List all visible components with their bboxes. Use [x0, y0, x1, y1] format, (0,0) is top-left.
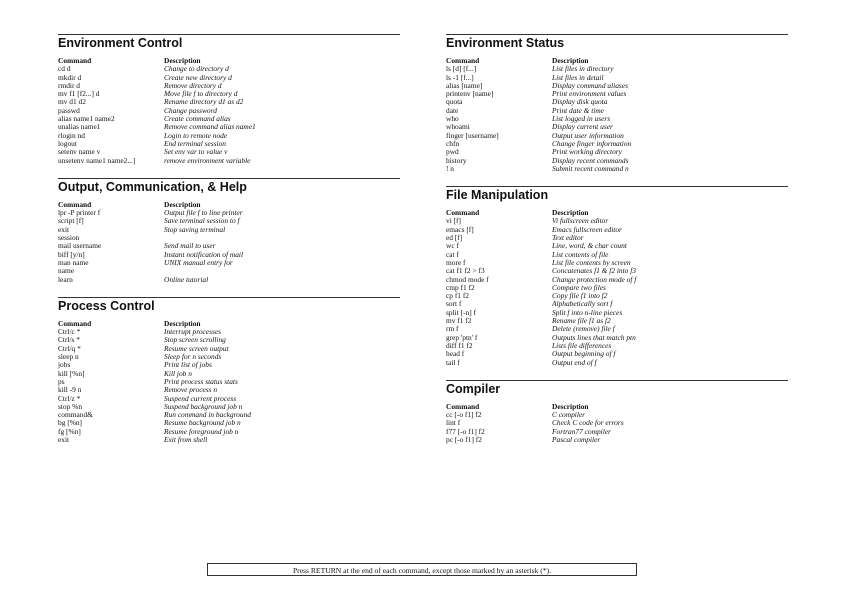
command-text: rm f — [446, 325, 459, 334]
command-text: history — [446, 156, 467, 165]
command-text: name — [58, 267, 75, 276]
command-text: cp f1 f2 — [446, 292, 469, 301]
description-text: Print environment values — [552, 90, 627, 99]
command-text: sleep n — [58, 353, 79, 362]
command-row — [446, 436, 788, 444]
command-header: Command — [58, 200, 92, 209]
command-row — [58, 123, 400, 131]
column-header-row — [446, 403, 788, 411]
command-text: rlogin nd — [58, 131, 85, 140]
description-text: Sleep for n seconds — [164, 353, 222, 362]
command-text: f77 [-o f1] f2 — [446, 427, 485, 436]
description-text: Print list of jobs — [164, 361, 212, 370]
section-title: Environment Status — [446, 34, 788, 51]
section-title: Output, Communication, & Help — [58, 178, 400, 195]
description-text: Move file f to directory d — [164, 90, 238, 99]
left-column — [58, 34, 400, 452]
description-text: Display command aliases — [552, 81, 628, 90]
description-text: Exit from shell — [164, 435, 208, 444]
command-header: Command — [446, 57, 480, 65]
command-text: cc [-o f1] f2 — [446, 411, 482, 420]
command-text: cd d — [58, 65, 71, 74]
description-text: remove environment variable — [164, 156, 251, 165]
column-header-row — [446, 57, 788, 65]
command-text: stop %n — [58, 402, 83, 411]
command-text: cat f — [446, 250, 459, 259]
command-row — [446, 157, 788, 165]
command-text: mv f1 [f2...] d — [58, 90, 100, 99]
command-text: ed [f] — [446, 234, 463, 243]
description-text: Delete (remove) file f — [552, 325, 615, 334]
description-text: Change protection mode of f — [552, 275, 637, 284]
description-text: Resume screen output — [164, 344, 229, 353]
command-text: more f — [446, 258, 466, 267]
description-text: List contents of file — [552, 250, 609, 259]
description-header: Description — [164, 319, 201, 328]
description-text: Resume background job n — [164, 419, 241, 428]
command-row — [446, 276, 788, 284]
command-row — [58, 148, 400, 156]
command-text: head f — [446, 350, 465, 359]
command-row — [446, 165, 788, 173]
command-header: Command — [58, 319, 92, 328]
command-text: alias name1 name2 — [58, 115, 115, 124]
command-text: diff f1 f2 — [446, 341, 473, 350]
section-compiler — [446, 380, 788, 444]
command-row — [58, 395, 400, 403]
description-text: UNIX manual entry for — [164, 258, 233, 267]
command-text: who — [446, 115, 459, 124]
command-text: unsetenv name1 name2...] — [58, 156, 136, 165]
description-header: Description — [552, 57, 589, 65]
command-row — [446, 217, 788, 225]
section-process-control — [58, 297, 400, 444]
command-text: Ctrl/q * — [58, 344, 81, 353]
section-title: Process Control — [58, 297, 400, 314]
command-row — [446, 292, 788, 300]
command-row — [446, 300, 788, 308]
command-text: emacs [f] — [446, 225, 474, 234]
description-text: Suspend current process — [164, 394, 237, 403]
description-text: Change password — [164, 106, 217, 115]
command-list — [58, 65, 400, 165]
description-text: Outputs lines that match ptn — [552, 333, 636, 342]
command-text: lint f — [446, 419, 461, 428]
command-header: Command — [58, 57, 92, 65]
description-text: Suspend background job n — [164, 402, 243, 411]
command-list — [446, 217, 788, 366]
description-text: Print working directory — [552, 148, 622, 157]
description-text: Display current user — [552, 123, 613, 132]
command-text: biff [y/n] — [58, 250, 85, 259]
command-text: ! n — [446, 164, 455, 173]
command-row — [58, 336, 400, 344]
section-output-communication-help — [58, 178, 400, 284]
command-row — [446, 148, 788, 156]
command-text: Ctrl/s * — [58, 336, 80, 345]
description-text: Output end of f — [552, 358, 597, 367]
command-row — [446, 115, 788, 123]
description-text: Print process status stats — [164, 377, 238, 386]
command-row — [446, 419, 788, 427]
command-row — [58, 107, 400, 115]
command-row — [446, 107, 788, 115]
command-text: pwd — [446, 148, 459, 157]
description-text: Line, word, & char count — [552, 242, 627, 251]
command-text: grep 'ptn' f — [446, 333, 478, 342]
command-text: mkdir d — [58, 73, 82, 82]
command-row — [446, 334, 788, 342]
description-text: Rename file f1 as f2 — [552, 317, 611, 326]
section-environment-control — [58, 34, 400, 165]
command-row — [58, 345, 400, 353]
command-text: mv f1 f2 — [446, 317, 472, 326]
footer-note: Press RETURN at the end of each command, except those marked by an asterisk (*). — [207, 563, 637, 576]
command-row — [446, 325, 788, 333]
command-row — [446, 259, 788, 267]
description-header: Description — [552, 402, 589, 411]
command-text: printenv [name] — [446, 90, 494, 99]
description-text: List files in directory — [552, 65, 614, 74]
command-text: passwd — [58, 106, 80, 115]
description-text: Login to remote node — [164, 131, 228, 140]
command-row — [446, 82, 788, 90]
description-text: Copy file f1 into f2 — [552, 292, 608, 301]
description-text: Stop saving terminal — [164, 225, 226, 234]
command-row — [58, 353, 400, 361]
description-text — [164, 234, 400, 242]
command-row — [58, 251, 400, 259]
command-row — [58, 98, 400, 106]
command-row — [58, 242, 400, 250]
description-text: Display disk quota — [552, 98, 608, 107]
section-environment-status — [446, 34, 788, 173]
command-list — [58, 209, 400, 284]
command-text: learn — [58, 275, 73, 284]
command-text: kill [%n] — [58, 369, 85, 378]
command-row — [58, 157, 400, 165]
command-row — [58, 361, 400, 369]
description-text: Run command in background — [164, 411, 251, 420]
command-row — [446, 90, 788, 98]
command-row — [58, 115, 400, 123]
command-row — [58, 419, 400, 427]
description-text: Online tutorial — [164, 275, 209, 284]
command-row — [58, 267, 400, 275]
section-file-manipulation — [446, 186, 788, 367]
command-row — [446, 65, 788, 73]
command-row — [446, 140, 788, 148]
command-row — [446, 123, 788, 131]
command-row — [58, 428, 400, 436]
description-text: End terminal session — [164, 139, 226, 148]
description-text: List logged in users — [552, 115, 611, 124]
command-text: Ctrl/c * — [58, 328, 81, 337]
description-text: Compare two files — [552, 283, 606, 292]
command-row — [58, 74, 400, 82]
description-text: Emacs fullscreen editor — [552, 225, 622, 234]
command-text: cmp f1 f2 — [446, 283, 475, 292]
command-text: whoami — [446, 123, 470, 132]
command-row — [58, 436, 400, 444]
description-text: Vi fullscreen editor — [552, 217, 609, 226]
command-row — [58, 328, 400, 336]
command-row — [58, 132, 400, 140]
command-row — [58, 90, 400, 98]
command-text: chfn — [446, 139, 460, 148]
command-row — [58, 411, 400, 419]
description-text: Save terminal session to f — [164, 217, 240, 226]
command-row — [446, 132, 788, 140]
section-title: Compiler — [446, 380, 788, 397]
section-title: Environment Control — [58, 34, 400, 51]
command-text: script [f] — [58, 217, 84, 226]
command-text: bg [%n] — [58, 419, 83, 428]
command-list — [446, 65, 788, 173]
command-text: finger [username] — [446, 131, 499, 140]
command-row — [446, 411, 788, 419]
command-text: jobs — [58, 361, 71, 370]
description-text: Pascal compiler — [552, 435, 601, 444]
description-text: Split f into n-line pieces — [552, 308, 623, 317]
command-text: fg [%n] — [58, 427, 81, 436]
description-text: Output file f to line printer — [164, 209, 243, 218]
command-text: man name — [58, 258, 89, 267]
command-text: tail f — [446, 358, 460, 367]
description-text: Send mail to user — [164, 242, 216, 251]
command-text: Ctrl/z * — [58, 394, 81, 403]
command-row — [446, 284, 788, 292]
description-text: Output user information — [552, 131, 624, 140]
description-text: Change to directory d — [164, 65, 229, 74]
description-text: Fortran77 compiler — [552, 427, 611, 436]
description-text: Create command alias — [164, 115, 231, 124]
description-text: Concatenates f1 & f2 into f3 — [552, 267, 636, 276]
command-text: split [-n] f — [446, 308, 476, 317]
description-header: Description — [552, 209, 589, 218]
command-text: ls -1 [f...] — [446, 73, 474, 82]
column-header-row — [446, 209, 788, 217]
command-row — [446, 226, 788, 234]
description-text: Rename directory d1 as d2 — [164, 98, 244, 107]
command-row — [446, 98, 788, 106]
command-row — [446, 317, 788, 325]
description-text: Kill job n — [164, 369, 192, 378]
command-text: quota — [446, 98, 463, 107]
description-text: Interrupt processes — [164, 328, 221, 337]
command-row — [58, 386, 400, 394]
command-row — [446, 74, 788, 82]
command-text: unalias name1 — [58, 123, 101, 132]
command-row — [446, 267, 788, 275]
command-text: pc [-o f1] f2 — [446, 435, 482, 444]
description-text: Remove process n — [164, 386, 218, 395]
command-row — [58, 65, 400, 73]
description-text: Submit recent command n — [552, 164, 629, 173]
command-text: ps — [58, 377, 65, 386]
description-text: Stop screen scrolling — [164, 336, 226, 345]
command-text: chmod mode f — [446, 275, 489, 284]
command-row — [58, 217, 400, 225]
command-row — [58, 209, 400, 217]
command-text: logout — [58, 139, 77, 148]
command-text: alias [name] — [446, 81, 483, 90]
command-text: sort f — [446, 300, 462, 309]
command-row — [446, 350, 788, 358]
description-text: List files in detail — [552, 73, 604, 82]
command-row — [446, 251, 788, 259]
description-text: Print date & time — [552, 106, 604, 115]
description-text: C compiler — [552, 411, 586, 420]
right-column — [446, 34, 788, 452]
command-text: wc f — [446, 242, 459, 251]
command-row — [58, 226, 400, 234]
description-text: Create new directory d — [164, 73, 232, 82]
command-row — [58, 82, 400, 90]
command-text: exit — [58, 435, 70, 444]
command-row — [58, 403, 400, 411]
command-row — [446, 359, 788, 367]
command-row — [58, 370, 400, 378]
description-text: Remove command alias name1 — [164, 123, 256, 132]
description-text: Lists file differences — [552, 341, 612, 350]
command-row — [446, 242, 788, 250]
command-row — [446, 234, 788, 242]
description-text: Set env var to value v — [164, 148, 228, 157]
command-row — [58, 378, 400, 386]
command-text: lpr -P printer f — [58, 209, 101, 218]
description-text: Alphabetically sort f — [552, 300, 613, 309]
description-text: Output beginning of f — [552, 350, 616, 359]
description-text: Check C code for errors — [552, 419, 624, 428]
command-text: mv d1 d2 — [58, 98, 86, 107]
command-text: date — [446, 106, 459, 115]
command-row — [58, 259, 400, 267]
description-text: Instant notification of mail — [164, 250, 244, 259]
command-row — [446, 342, 788, 350]
command-text: ls [d] [f...] — [446, 65, 477, 74]
description-text: Display recent commands — [552, 156, 629, 165]
section-title: File Manipulation — [446, 186, 788, 203]
description-header: Description — [164, 200, 201, 209]
description-header: Description — [164, 57, 201, 65]
description-text: List file contents by screen — [552, 258, 631, 267]
command-row — [58, 140, 400, 148]
command-text: setenv name v — [58, 148, 101, 157]
command-header: Command — [446, 209, 480, 218]
command-row — [446, 309, 788, 317]
command-row — [58, 276, 400, 284]
description-text: Change finger information — [552, 139, 632, 148]
command-list — [446, 411, 788, 444]
description-text: Remove directory d — [164, 81, 222, 90]
command-text: kill -9 n — [58, 386, 82, 395]
command-text: session — [58, 234, 80, 243]
command-text: vi [f] — [446, 217, 461, 226]
command-text: rmdir d — [58, 81, 80, 90]
command-text: mail username — [58, 242, 102, 251]
description-text: Resume foreground job n — [164, 427, 239, 436]
command-text: cat f1 f2 > f3 — [446, 267, 485, 276]
command-list — [58, 328, 400, 444]
description-text: Text editor — [552, 234, 584, 243]
column-header-row — [58, 57, 400, 65]
command-row — [58, 234, 400, 242]
description-text — [164, 267, 400, 275]
command-header: Command — [446, 402, 480, 411]
column-header-row — [58, 320, 400, 328]
column-header-row — [58, 201, 400, 209]
command-text: exit — [58, 225, 70, 234]
command-row — [446, 428, 788, 436]
command-text: command& — [58, 411, 93, 420]
